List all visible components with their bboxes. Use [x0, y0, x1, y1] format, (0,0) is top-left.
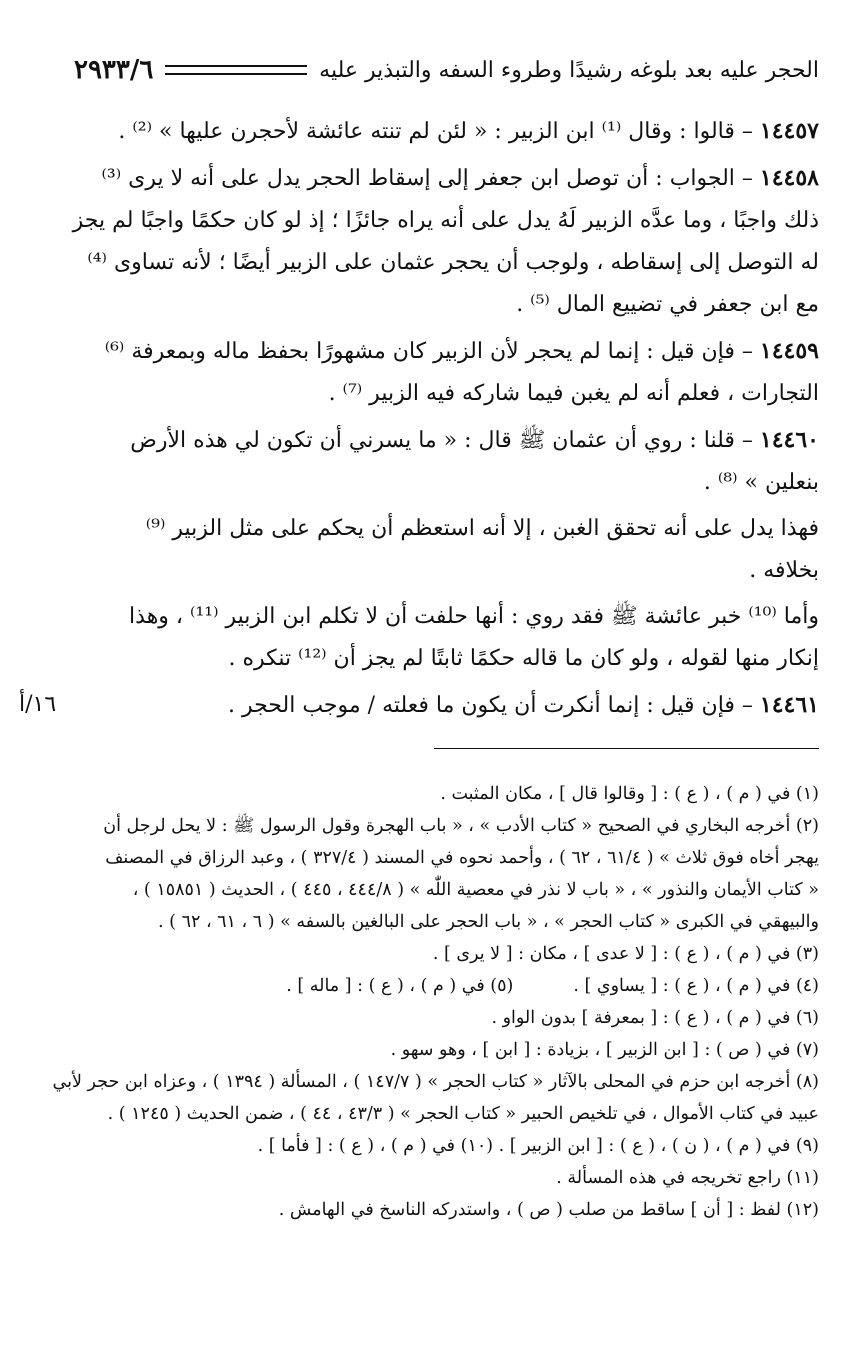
paragraph-followup	[59, 508, 819, 592]
footnote: (٣) في ( م ) ، ( ع ) : [ لا عدى ] ، مكان : [ لا يرى ] .	[432, 944, 819, 964]
text-line: ١٤٤٥٨ – الجواب : أن توصل ابن جعفر إلى إسقاط الحجر يدل على أنه لا يرى ⁽³⁾	[101, 165, 819, 191]
text-line: له التوصل إلى إسقاطه ، ولوجب أن يحجر عثمان على الزبير أيضًا ؛ لأنه تساوى ⁽⁴⁾	[87, 250, 819, 275]
footnote: (٨) أخرجه ابن حزم في المحلى بالآثار « كتاب الحجر » ( ١٤٧/٧ ) ، المسألة ( ١٣٩٤ ) ، وعزاه ابن حجر لأبي	[52, 1072, 819, 1092]
paragraph-14460	[59, 419, 819, 504]
footnote-continuation: عبيد في كتاب الأموال ، في تلخيص الحبير « كتاب الحجر » ( ٤٣/٣ ، ٤٤ ) ، ضمن الحديث ( ١٢٤٥ ) .	[107, 1104, 819, 1124]
footnote: (١١) راجع تخريجه في هذه المسألة .	[556, 1168, 819, 1188]
paragraph-number: ١٤٤٥٧	[759, 118, 819, 144]
footnote: (١) في ( م ) ، ( ع ) : [ وقالوا قال ] ، مكان المثبت .	[440, 784, 819, 804]
paragraph-number: ١٤٤٥٩	[759, 338, 819, 364]
footnote-separator	[434, 748, 819, 749]
header-double-rule	[165, 65, 307, 75]
text-line: ١٤٤٥٧ – قالوا : وقال ⁽¹⁾ ابن الزبير : « لئن لم تنته عائشة لأحجرن عليها » ⁽²⁾ .	[118, 118, 819, 144]
paragraph-14459	[59, 330, 819, 415]
paragraph-aisha	[59, 596, 819, 680]
text-line: ١٤٤٥٩ – فإن قيل : إنما لم يحجر لأن الزبير كان مشهورًا بحفظ ماله وبمعرفة ⁽⁶⁾	[104, 338, 819, 364]
paragraph-number: ١٤٤٦٠	[759, 427, 819, 453]
paragraph-14458	[59, 157, 819, 326]
footnote: (٧) في ( ص ) : [ ابن الزبير ] ، بزيادة : [ ابن ] ، وهو سهو .	[390, 1040, 819, 1060]
text-line: وأما ⁽¹⁰⁾ خبر عائشة ﷺ فقد روي : أنها حلفت أن لا تكلم ابن الزبير ⁽¹¹⁾ ، وهذا	[129, 604, 819, 629]
running-title: الحجر عليه بعد بلوغه رشيدًا وطروء السفه والتبذير عليه	[319, 57, 819, 83]
footnote: (٦) في ( م ) ، ( ع ) : [ بمعرفة ] بدون الواو .	[491, 1008, 819, 1028]
footnote: (٢) أخرجه البخاري في الصحيح « كتاب الأدب » ، « باب الهجرة وقول الرسول ﷺ : لا يحل لرجل أن	[103, 816, 819, 836]
text-line: بنعلين » ⁽⁸⁾ .	[703, 470, 819, 495]
main-text	[19, 110, 819, 731]
paragraph-14457	[59, 110, 819, 153]
text-line: فهذا يدل على أنه تحقق الغبن ، إلا أنه استعظم أن يحكم على مثل الزبير ⁽⁹⁾	[145, 516, 819, 541]
footnotes	[39, 778, 819, 1226]
footnote: (١٢) لفظ : [ أن ] ساقط من صلب ( ص ) ، واستدركه الناسخ في الهامش .	[278, 1200, 819, 1220]
footnote-pair	[39, 970, 819, 1002]
footnote: (٥) في ( م ) ، ( ع ) : [ ماله ] .	[286, 976, 514, 996]
text-line: ذلك واجبًا ، وما عدَّه الزبير لَهُ يدل على أنه يراه جائزًا ؛ إذ لو كان حكمًا واجبًا لم يجز	[72, 208, 819, 233]
footnote-continuation: يهجر أخاه فوق ثلاث » ( ٦١/٤ ، ٦٢ ) ، وأحمد نحوه في المسند ( ٣٢٧/٤ ) ، وعبد الرزاق في المصنف	[105, 848, 819, 868]
text-line: ١٤٤٦١ – فإن قيل : إنما أنكرت أن يكون ما فعلته / موجب الحجر .	[227, 692, 819, 718]
text-line: إنكار منها لقوله ، ولو كان ما قاله حكمًا ثابتًا لم يجز أن ⁽¹²⁾ تنكره .	[228, 646, 819, 671]
paragraph-number: ١٤٤٥٨	[759, 165, 819, 191]
text-line: بخلافه .	[749, 558, 819, 583]
footnote: (٩) في ( م ) ، ( ن ) ، ( ع ) : [ ابن الزبير ] . (١٠) في ( م ) ، ( ع ) : [ فأما ] .	[257, 1136, 819, 1156]
footnote-continuation: « كتاب الأيمان والنذور » ، « باب لا نذر في معصية اللّٰه » ( ٤٤٤/٨ ، ٤٤٥ ) ، الحديث ( ١٥٨٥١ ) ،	[132, 880, 819, 900]
margin-folio-note: ١٦/أ	[19, 692, 57, 717]
paragraph-14461	[19, 684, 819, 727]
text-line: ١٤٤٦٠ – قلنا : روي أن عثمان ﷺ قال : « ما يسرني أن تكون لي هذه الأرض	[130, 427, 819, 453]
footnote: (٤) في ( م ) ، ( ع ) : [ يساوي ] .	[573, 976, 819, 996]
page-number: ٢٩٣٣/٦	[74, 55, 154, 85]
footnote-continuation: والبيهقي في الكبرى « كتاب الحجر » ، « باب الحجر على البالغين بالسفه » ( ٦ ، ٦١ ، ٦٢ ) .	[158, 912, 819, 932]
paragraph-number: ١٤٤٦١	[759, 692, 819, 718]
text-line: مع ابن جعفر في تضييع المال ⁽⁵⁾ .	[516, 292, 819, 317]
running-header	[74, 50, 819, 90]
text-line: التجارات ، فعلم أنه لم يغبن فيما شاركه فيه الزبير ⁽⁷⁾ .	[328, 381, 819, 406]
